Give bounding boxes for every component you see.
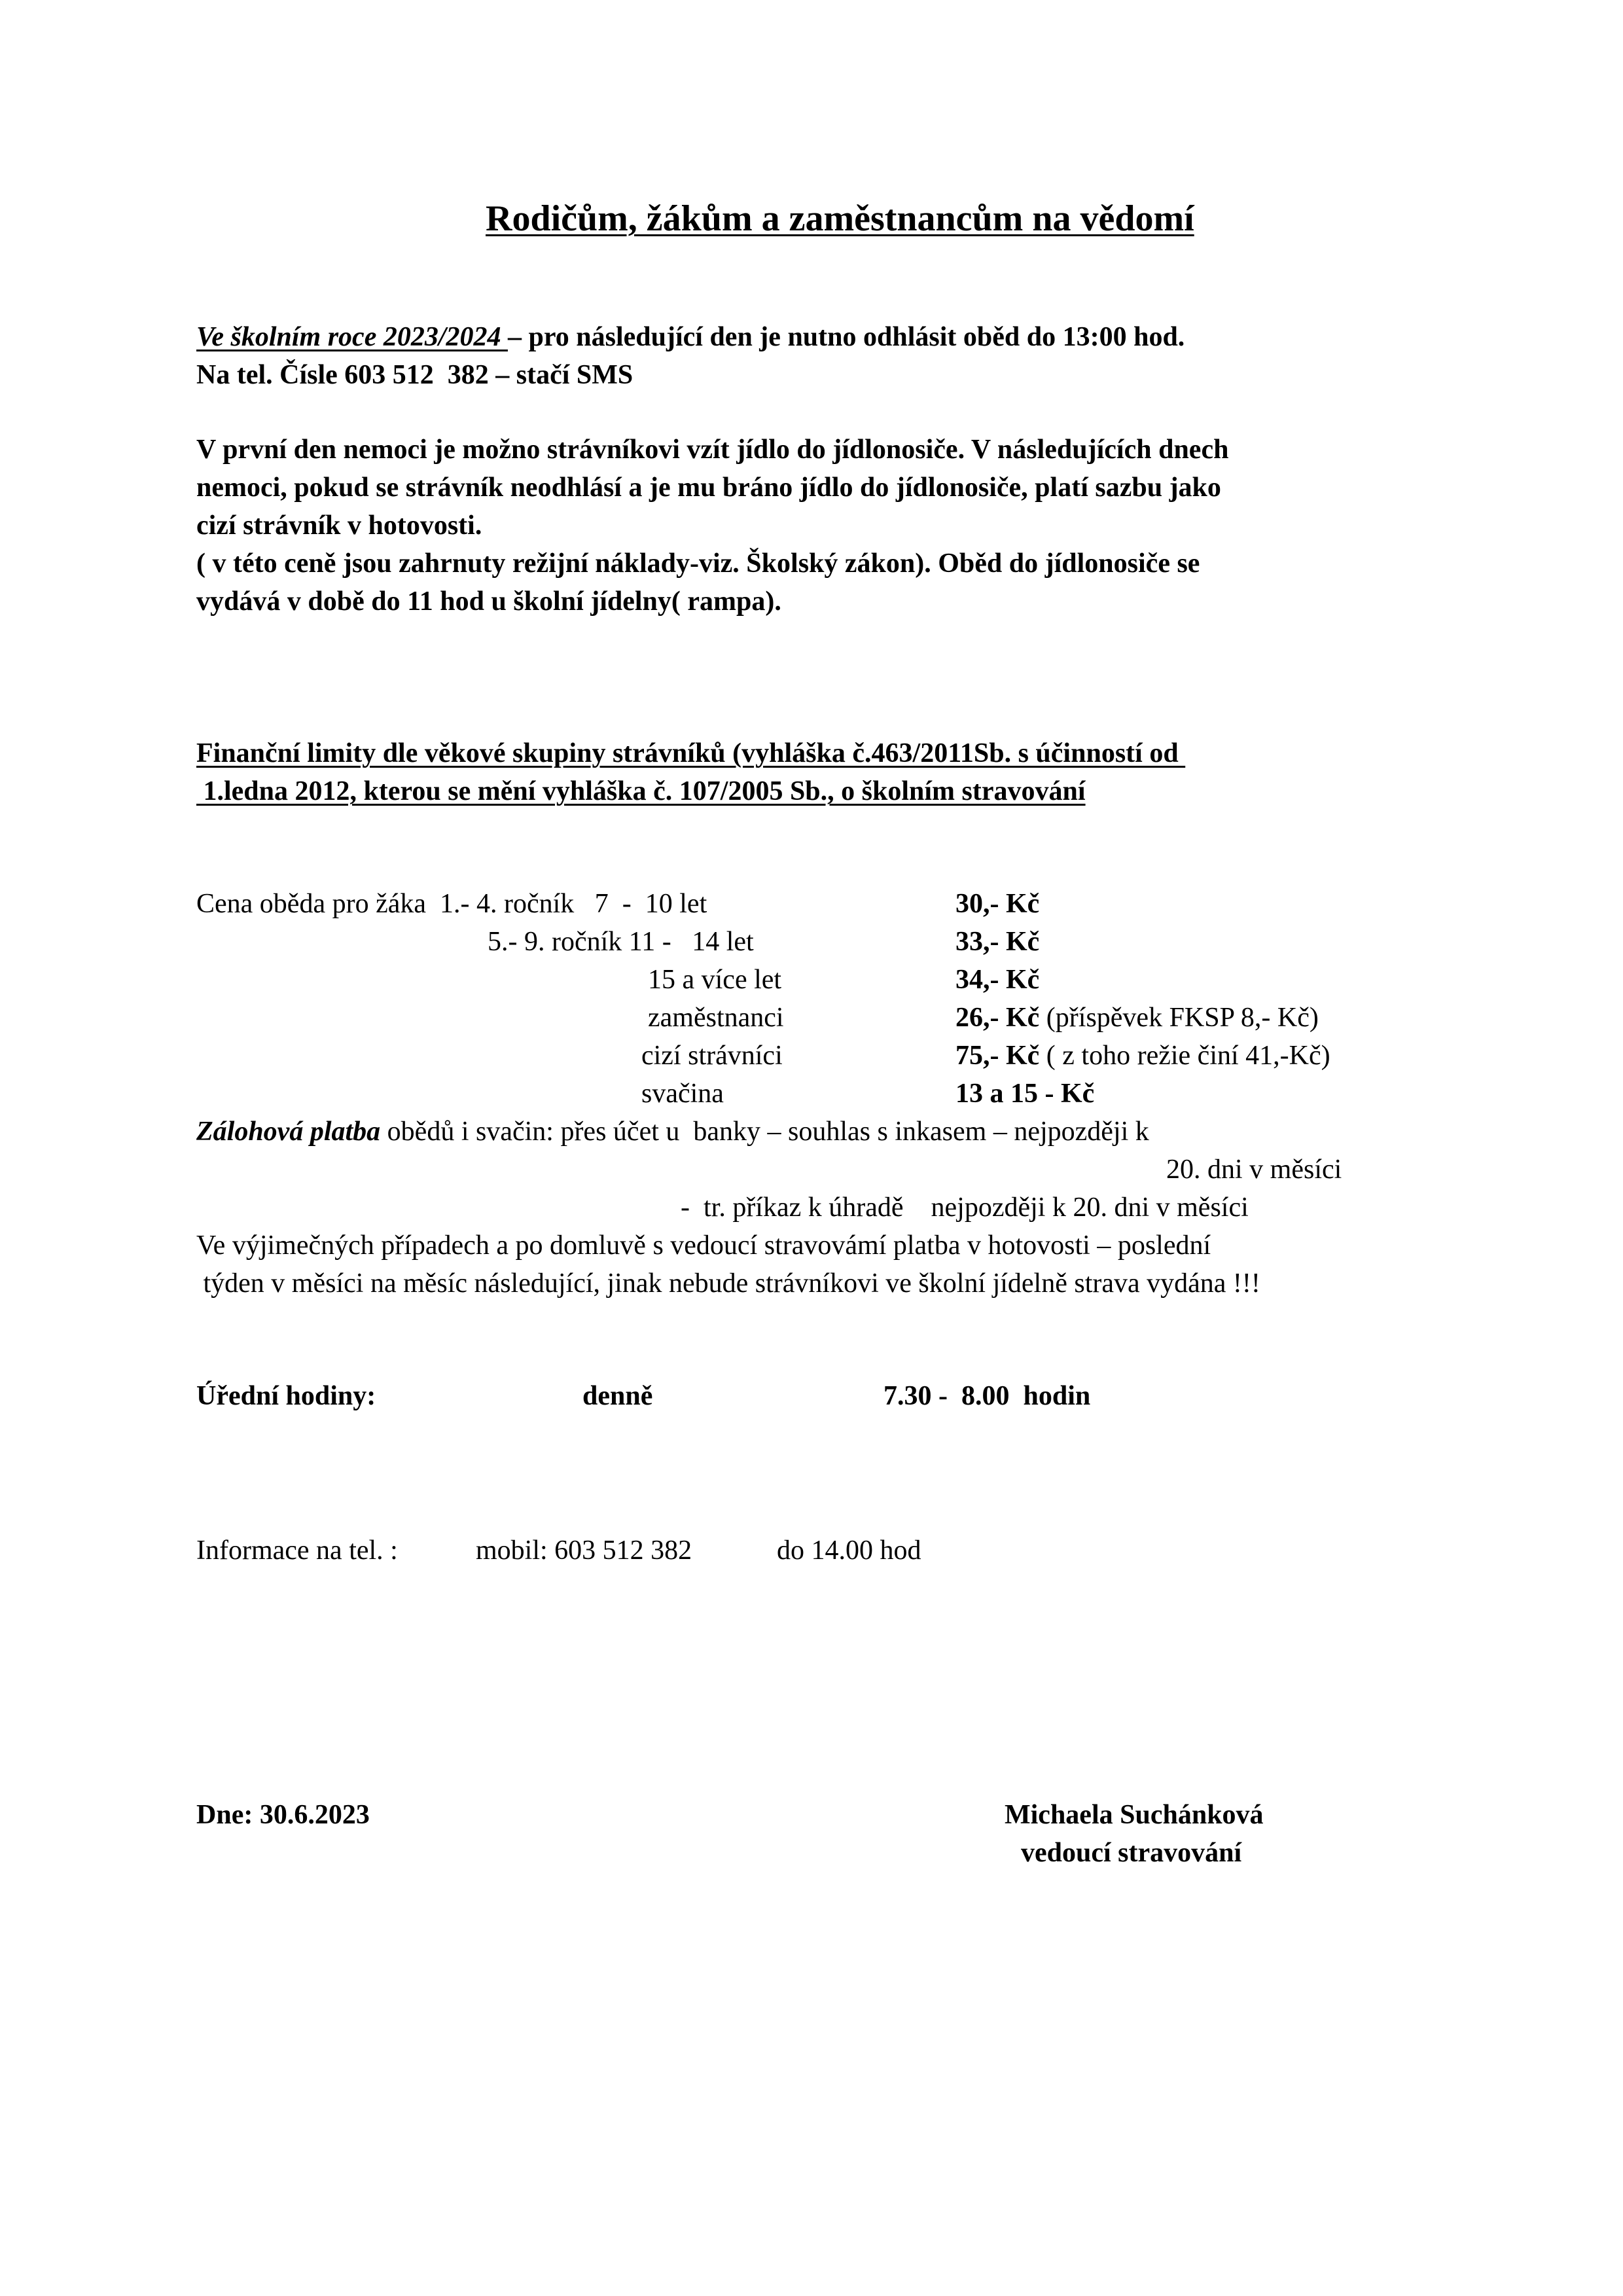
price-row-5-note: ( z toho režie činí 41,-Kč) bbox=[1039, 1041, 1330, 1071]
office-hours-time: 7.30 - 8.00 hodin bbox=[883, 1381, 1091, 1411]
info-label: Informace na tel. : bbox=[196, 1535, 398, 1566]
payment-line-1-rest: obědů i svačin: přes účet u banky – souhlas s inkasem – nejpozději k bbox=[380, 1117, 1149, 1147]
info-mobile: mobil: 603 512 382 bbox=[476, 1535, 692, 1566]
signer-role: vedoucí stravování bbox=[1021, 1838, 1242, 1868]
payment-line-1 bbox=[196, 1118, 1149, 1145]
payment-line-5: týden v měsíci na měsíc následující, jinak nebude strávníkovi ve školní jídelně strava vydána !!! bbox=[196, 1268, 1260, 1299]
price-row-4-note: (příspěvek FKSP 8,- Kč) bbox=[1039, 1003, 1319, 1033]
signer-name: Michaela Suchánková bbox=[1005, 1800, 1264, 1830]
illness-line-5: vydává v době do 11 hod u školní jídelny( rampa). bbox=[196, 586, 781, 617]
price-intro-label: Cena oběda pro žáka 1.- 4. ročník 7 - 10 let bbox=[196, 889, 707, 919]
illness-line-4: ( v této ceně jsou zahrnuty režijní náklady-viz. Školský zákon). Oběd do jídlonosiče se bbox=[196, 548, 1200, 579]
price-row-2-price: 33,- Kč bbox=[955, 927, 1040, 957]
illness-line-1: V první den nemoci je možno strávníkovi vzít jídlo do jídlonosiče. V následujících dnech bbox=[196, 435, 1229, 465]
intro-line-1 bbox=[196, 323, 1185, 351]
school-year-label: Ve školním roce 2023/2024 bbox=[196, 322, 508, 352]
office-hours-label: Úřední hodiny: bbox=[196, 1381, 376, 1411]
info-until: do 14.00 hod bbox=[777, 1535, 921, 1566]
price-row-3-price: 34,- Kč bbox=[955, 965, 1040, 995]
limits-heading-line-2: 1.ledna 2012, kterou se mění vyhláška č. 107/2005 Sb., o školním stravování bbox=[196, 776, 1086, 806]
price-row-1-price: 30,- Kč bbox=[955, 889, 1040, 919]
document-date: Dne: 30.6.2023 bbox=[196, 1800, 370, 1830]
payment-line-3: - tr. příkaz k úhradě nejpozději k 20. dni v měsíci bbox=[681, 1193, 1249, 1223]
price-row-4-value bbox=[955, 1004, 1319, 1031]
price-row-4-label: zaměstnanci bbox=[648, 1003, 784, 1033]
intro-line-1-rest: – pro následující den je nutno odhlásit oběd do 13:00 hod. bbox=[508, 322, 1185, 352]
page-title: Rodičům, žákům a zaměstnancům na vědomí bbox=[486, 198, 1194, 239]
price-row-5-price: 75,- Kč bbox=[955, 1041, 1040, 1071]
payment-line-4: Ve výjimečných případech a po domluvě s vedoucí stravovámí platba v hotovosti – poslední bbox=[196, 1230, 1211, 1261]
price-row-2-label: 5.- 9. ročník 11 - 14 let bbox=[488, 927, 754, 957]
price-row-4-price: 26,- Kč bbox=[955, 1003, 1040, 1033]
price-row-6-price: 13 a 15 - Kč bbox=[955, 1079, 1095, 1109]
payment-label: Zálohová platba bbox=[196, 1117, 381, 1147]
price-row-6-label: svačina bbox=[641, 1079, 724, 1109]
limits-heading-line-1: Finanční limity dle věkové skupiny strávníků (vyhláška č.463/2011Sb. s účinností od bbox=[196, 738, 1186, 768]
illness-line-3: cizí strávník v hotovosti. bbox=[196, 511, 482, 541]
price-row-3-label: 15 a více let bbox=[648, 965, 782, 995]
price-row-5-value bbox=[955, 1042, 1330, 1069]
payment-line-2: 20. dni v měsíci bbox=[1166, 1155, 1342, 1185]
price-row-5-label: cizí strávníci bbox=[641, 1041, 783, 1071]
illness-line-2: nemoci, pokud se strávník neodhlásí a je mu bráno jídlo do jídlonosiče, platí sazbu jako bbox=[196, 473, 1221, 503]
office-hours-days: denně bbox=[582, 1381, 653, 1411]
intro-line-2: Na tel. Čísle 603 512 382 – stačí SMS bbox=[196, 360, 633, 390]
